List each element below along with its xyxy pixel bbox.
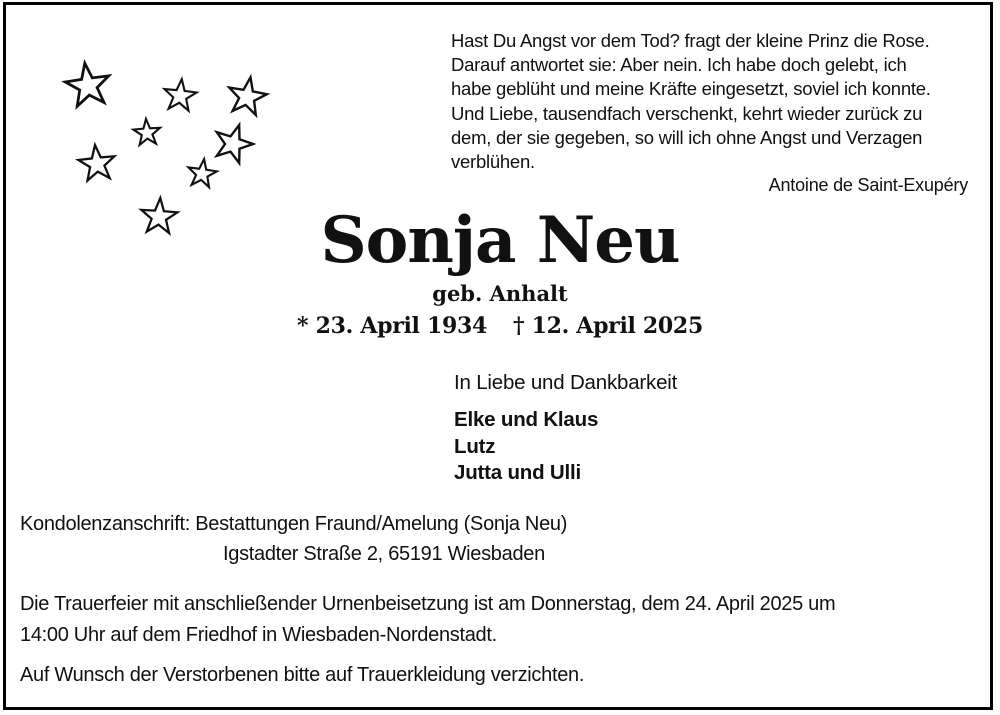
mourners-list — [454, 407, 598, 487]
star-icon — [189, 159, 217, 187]
death-date: † 12. April 2025 — [513, 313, 703, 339]
quote-line: Darauf antwortet sie: Aber nein. Ich habe doch gelebt, ich — [451, 54, 907, 76]
star-icon — [133, 119, 160, 145]
clothing-request: Auf Wunsch der Verstorbenen bitte auf Trauerkleidung verzichten. — [20, 664, 585, 686]
life-dates — [0, 313, 1000, 339]
birth-date: * 23. April 1934 — [297, 313, 487, 339]
service-info — [20, 589, 980, 650]
quote-block — [451, 29, 971, 174]
quote-line: habe geblüht und meine Kräfte eingesetzt, soviel ich konnte. — [451, 78, 931, 100]
mourner: Jutta und Ulli — [454, 461, 582, 484]
star-icon — [217, 125, 253, 163]
condolence-address-line2: Igstadter Straße 2, 65191 Wiesbaden — [223, 543, 545, 565]
quote-attribution: Antoine de Saint-Exupéry — [768, 175, 968, 195]
star-icon — [78, 145, 114, 180]
quote-line: verblühen. — [451, 151, 535, 173]
service-line: Die Trauerfeier mit anschließender Urnenbeisetzung ist am Donnerstag, dem 24. April 2025 um — [20, 593, 836, 615]
star-icon — [229, 77, 266, 115]
deceased-name: Sonja Neu — [320, 203, 680, 278]
quote-line: Hast Du Angst vor dem Tod? fragt der kleine Prinz die Rose. — [451, 30, 930, 51]
quote-line: Und Liebe, tausendfach verschenkt, kehrt wieder zurück zu — [451, 102, 923, 124]
quote-line: dem, der sie gegeben, so will ich ohne Angst und Verzagen — [451, 126, 923, 148]
star-icon — [165, 79, 197, 111]
birth-name: geb. Anhalt — [432, 281, 568, 306]
star-icon — [65, 63, 108, 106]
farewell-intro: In Liebe und Dankbarkeit — [454, 371, 678, 394]
mourner: Elke und Klaus — [454, 408, 599, 431]
condolence-address-line1: Kondolenzanschrift: Bestattungen Fraund/Amelung (Sonja Neu) — [20, 513, 568, 535]
mourner: Lutz — [454, 434, 496, 458]
service-line: 14:00 Uhr auf dem Friedhof in Wiesbaden-Nordenstadt. — [20, 623, 497, 646]
